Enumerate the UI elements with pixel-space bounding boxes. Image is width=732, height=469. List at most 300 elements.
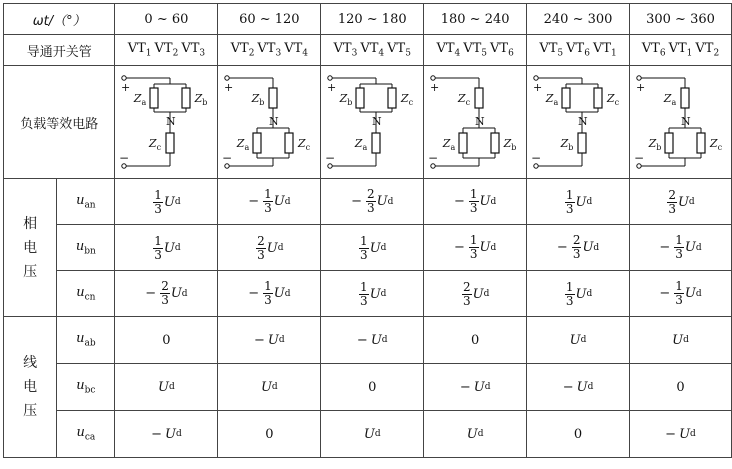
numerator: 2 (668, 187, 676, 202)
switch-name: VT (127, 41, 146, 57)
resistor (578, 133, 586, 153)
phase-voltage-u-sub: d (586, 197, 593, 207)
positive-terminal (122, 76, 126, 80)
interval-header: 240 ~ 300 (527, 4, 630, 35)
switch-index: 2 (172, 48, 179, 59)
phase-voltage-u-letter: U (575, 194, 587, 210)
numerator: 1 (565, 279, 574, 294)
phase-voltage-u (576, 195, 593, 210)
voltage-table (3, 3, 732, 458)
minus-sign: − (562, 379, 574, 395)
line-voltage-u (158, 380, 175, 395)
impedance-symbol: Z (298, 137, 306, 150)
line-row-bc (4, 364, 732, 411)
load-circuit-diagram (219, 70, 319, 174)
positive-terminal (431, 76, 435, 80)
minus-sign: − (351, 194, 362, 209)
phase-voltage-value (152, 189, 180, 216)
switch-name: VT (592, 41, 611, 57)
minus-sign: − (659, 240, 671, 255)
numerator: 2 (257, 233, 265, 248)
line-voltage-u-letter: U (466, 426, 478, 442)
line-label-bc (57, 364, 115, 411)
conduction-row (4, 35, 732, 66)
resistor (594, 88, 602, 108)
phase-voltage-cell (630, 271, 732, 317)
impedance-label (354, 137, 368, 152)
positive-terminal (534, 76, 538, 80)
denominator: 3 (668, 201, 676, 216)
line-voltage-u (467, 427, 484, 442)
fraction (469, 188, 479, 215)
fraction (674, 234, 684, 261)
fraction (263, 188, 273, 215)
positive-terminal (328, 76, 332, 80)
line-voltage-zero: 0 (368, 379, 377, 395)
impedance-phase: a (553, 98, 559, 107)
switch-index: 3 (199, 48, 206, 59)
impedance-phase: b (511, 143, 517, 152)
impedance-symbol: Z (458, 92, 466, 105)
fraction (667, 189, 677, 216)
denominator: 3 (565, 293, 574, 308)
phase-voltage-u-sub: d (695, 288, 702, 299)
line-voltage-u (261, 380, 278, 395)
impedance-symbol: Z (545, 92, 554, 105)
load-circuit-cell (630, 66, 732, 179)
phase-voltage-value (145, 280, 187, 307)
switch-label (360, 41, 385, 59)
line-voltage-u-sub: d (690, 429, 696, 439)
impedance-symbol: Z (355, 137, 363, 150)
resistor (150, 88, 158, 108)
phase-voltage-group (4, 179, 57, 317)
impedance-label (297, 137, 311, 152)
circuit-row (4, 66, 732, 179)
conduction-cell (218, 35, 321, 66)
switch-label (695, 41, 720, 59)
conduction-cell (527, 35, 630, 66)
phase-voltage-cell (527, 271, 630, 317)
line-voltage-u-letter: U (672, 332, 684, 348)
impedance-phase: b (202, 98, 208, 107)
line-voltage-cell (218, 317, 321, 364)
denominator: 3 (462, 293, 471, 308)
line-voltage-cell (321, 317, 424, 364)
phase-voltage-u (164, 241, 181, 256)
switch-name: VT (154, 41, 173, 57)
line-voltage-u-letter: U (363, 426, 375, 442)
phase-sub: cn (84, 292, 96, 303)
phase-voltage-value (358, 235, 386, 262)
minus-sign: − (151, 426, 162, 442)
line-voltage-value (357, 333, 388, 348)
phase-var: u (76, 284, 85, 300)
load-circuit-cell (115, 66, 218, 179)
denominator: 3 (257, 247, 265, 262)
line-voltage-cell (424, 317, 527, 364)
denominator: 3 (675, 293, 683, 307)
switch-name: VT (436, 41, 455, 57)
switch-name: VT (181, 41, 200, 57)
line-voltage-value (151, 427, 182, 442)
phase-voltage-u-sub: d (695, 242, 702, 253)
phase-voltage-u-letter: U (369, 240, 381, 256)
numerator: 1 (264, 279, 272, 293)
header-row (4, 4, 732, 35)
line-voltage-zero: 0 (573, 426, 583, 442)
resistor (562, 88, 570, 108)
line-voltage-cell (321, 364, 424, 411)
phase-voltage-u-letter: U (684, 286, 696, 301)
phase-voltage-u-sub: d (380, 243, 387, 253)
switch-index: 6 (508, 48, 514, 59)
impedance-symbol: Z (149, 137, 158, 150)
minus-sign: − (459, 379, 471, 395)
resistor (182, 88, 190, 108)
impedance-label (251, 92, 265, 107)
load-circuit-diagram (116, 70, 216, 174)
positive-sign: + (533, 81, 543, 94)
line-voltage-cell (115, 411, 218, 458)
phase-voltage-u-letter: U (163, 194, 175, 210)
switch-index: 1 (145, 48, 152, 59)
resistor (253, 133, 261, 153)
switch-name: VT (641, 41, 660, 57)
line-voltage-group (4, 317, 57, 458)
line-var: u (76, 425, 85, 441)
impedance-label (545, 92, 559, 107)
switch-index: 5 (405, 48, 411, 59)
switch-index: 3 (275, 48, 282, 59)
phase-var: u (75, 238, 85, 254)
impedance-phase: b (655, 143, 661, 152)
angle-header: ωt/（°） (4, 4, 115, 35)
fraction (160, 280, 170, 307)
line-voltage-value (570, 333, 587, 348)
line-var: u (76, 331, 85, 347)
impedance-symbol: Z (195, 92, 203, 105)
denominator: 3 (469, 247, 478, 261)
phase-voltage-cell (115, 225, 218, 271)
phase-voltage-value (557, 234, 599, 261)
conduction-header: 导通开关管 (4, 35, 115, 66)
switch-label (490, 41, 514, 59)
phase-voltage-u (480, 240, 497, 255)
impedance-phase: c (408, 98, 414, 107)
phase-voltage-cell (527, 225, 630, 271)
phase-voltage-u (274, 286, 291, 301)
denominator: 3 (154, 247, 162, 262)
impedance-symbol: Z (237, 137, 245, 150)
line-voltage-u-sub: d (374, 429, 381, 439)
line-voltage-u (679, 427, 696, 442)
switch-index: 4 (378, 48, 385, 59)
denominator: 3 (264, 201, 272, 215)
load-circuit-cell (424, 66, 527, 179)
switch-index: 1 (686, 48, 693, 59)
impedance-phase: a (244, 143, 250, 152)
phase-voltage-value (358, 281, 386, 308)
resistor (388, 88, 396, 108)
impedance-symbol: Z (560, 137, 569, 150)
phase-voltage-u-sub: d (277, 243, 284, 253)
phase-voltage-value (248, 188, 290, 215)
numerator: 2 (462, 279, 471, 294)
phase-voltage-u-letter: U (273, 286, 285, 301)
line-voltage-cell (115, 317, 218, 364)
line-voltage-u-letter: U (158, 379, 170, 395)
switch-label (230, 41, 255, 59)
phase-voltage-u-letter: U (266, 240, 278, 256)
phase-voltage-value (152, 235, 180, 262)
phase-label-bn (57, 225, 115, 271)
impedance-phase: c (465, 98, 471, 107)
phase-voltage-value (564, 281, 592, 308)
phase-sub: bn (84, 246, 96, 257)
phase-voltage-value (255, 235, 283, 262)
numerator: 1 (675, 279, 683, 293)
line-voltage-u-sub: d (683, 335, 689, 345)
impedance-label (606, 92, 620, 107)
phase-voltage-u-sub: d (490, 196, 497, 207)
line-voltage-u-sub: d (381, 335, 388, 345)
line-voltage-cell (218, 364, 321, 411)
line-voltage-cell (218, 411, 321, 458)
phase-voltage-cell (527, 179, 630, 225)
switch-label (333, 41, 358, 59)
switch-index: 4 (302, 48, 309, 59)
phase-voltage-cell (321, 225, 424, 271)
impedance-phase: a (450, 143, 456, 152)
phase-label-cn (57, 271, 115, 317)
phase-voltage-cell (115, 271, 218, 317)
line-var: u (76, 378, 85, 394)
line-voltage-u-sub: d (175, 429, 182, 439)
fraction (572, 234, 582, 261)
interval-header: 300 ~ 360 (630, 4, 732, 35)
impedance-label (662, 92, 676, 107)
impedance-label (400, 92, 414, 107)
numerator: 1 (264, 187, 272, 201)
switch-index: 6 (584, 48, 590, 59)
conduction-cell (424, 35, 527, 66)
load-header: 负载等效电路 (4, 66, 115, 179)
neutral-label: N (475, 115, 485, 128)
switch-index: 5 (481, 48, 488, 59)
load-circuit-cell (321, 66, 424, 179)
line-voltage-u-sub: d (580, 335, 587, 345)
phase-voltage-u-letter: U (163, 240, 175, 256)
line-voltage-u-letter: U (165, 426, 176, 442)
neutral-label: N (578, 115, 588, 128)
positive-terminal (225, 76, 229, 80)
phase-voltage-u-letter: U (376, 194, 388, 209)
impedance-label (442, 137, 456, 152)
numerator: 1 (469, 187, 478, 201)
phase-voltage-u-sub: d (174, 243, 181, 253)
numerator: 1 (154, 187, 162, 202)
phase-voltage-u-letter: U (575, 286, 587, 302)
line-voltage-u (364, 427, 381, 442)
interval-header: 60 ~ 120 (218, 4, 321, 35)
denominator: 3 (565, 201, 574, 216)
phase-voltage-u-letter: U (479, 240, 491, 255)
switch-label (154, 41, 179, 59)
interval-header: 0 ~ 60 (115, 4, 218, 35)
impedance-symbol: Z (606, 92, 615, 105)
line-voltage-u-letter: U (569, 332, 581, 348)
conduction-cell (630, 35, 732, 66)
phase-sub: an (84, 200, 96, 211)
impedance-symbol: Z (503, 137, 512, 150)
fraction (674, 280, 684, 307)
phase-voltage-u (685, 240, 702, 255)
phase-voltage-cell (218, 271, 321, 317)
resistor (665, 133, 673, 153)
switch-label (127, 41, 152, 59)
line-voltage-u-letter: U (473, 379, 485, 395)
fraction (359, 281, 369, 308)
minus-sign: − (356, 332, 368, 348)
switch-label (641, 41, 666, 59)
phase-voltage-u (370, 241, 387, 256)
neutral-label: N (269, 115, 279, 128)
line-voltage-cell (527, 364, 630, 411)
phase-voltage-cell (321, 271, 424, 317)
line-voltage-u (165, 427, 182, 442)
impedance-symbol: Z (339, 92, 348, 105)
phase-voltage-cell (218, 225, 321, 271)
impedance-symbol: Z (663, 92, 671, 105)
line-group-label: 线电压 (23, 355, 38, 419)
numerator: 1 (360, 279, 368, 294)
conduction-cell (115, 35, 218, 66)
switch-name: VT (539, 41, 558, 57)
switch-name: VT (284, 41, 303, 57)
switch-name: VT (463, 41, 482, 57)
line-voltage-value (672, 333, 689, 348)
phase-voltage-u-letter: U (677, 194, 689, 210)
denominator: 3 (161, 293, 169, 307)
positive-sign: + (635, 81, 645, 94)
denominator: 3 (360, 247, 368, 262)
line-voltage-u (577, 380, 594, 395)
phase-voltage-u (576, 287, 593, 302)
resistor (459, 133, 467, 153)
phase-voltage-u-letter: U (479, 194, 491, 209)
phase-voltage-cell (424, 271, 527, 317)
line-voltage-zero: 0 (471, 332, 480, 348)
switch-label (463, 41, 488, 59)
phase-voltage-u (480, 194, 497, 209)
impedance-phase: c (305, 143, 311, 152)
switch-label (387, 41, 411, 59)
impedance-label (647, 137, 661, 152)
switch-label (257, 41, 282, 59)
phase-voltage-cell (218, 179, 321, 225)
line-sub: ab (84, 338, 96, 349)
switch-index: 2 (713, 48, 720, 59)
line-voltage-u-letter: U (370, 332, 382, 348)
line-sub: ca (84, 432, 96, 443)
numerator: 2 (367, 187, 375, 201)
switch-label (668, 41, 693, 59)
switch-name: VT (668, 41, 687, 57)
phase-voltage-u (274, 194, 291, 209)
switch-label (284, 41, 309, 59)
minus-sign: − (145, 286, 157, 301)
phase-voltage-u-sub: d (380, 289, 387, 299)
impedance-label (148, 137, 162, 152)
line-voltage-value (467, 427, 484, 442)
resistor (697, 133, 705, 153)
impedance-phase: a (670, 98, 676, 107)
phase-voltage-u-letter: U (582, 240, 594, 255)
neutral-label: N (680, 115, 691, 128)
phase-voltage-value (248, 280, 290, 307)
neutral-label: N (372, 115, 382, 128)
phase-voltage-u (678, 195, 695, 210)
denominator: 3 (367, 201, 375, 215)
minus-sign: − (454, 194, 465, 209)
resistor (285, 133, 293, 153)
impedance-phase: b (259, 98, 265, 107)
line-voltage-u-letter: U (260, 379, 272, 395)
phase-voltage-u (171, 286, 188, 301)
resistor (372, 133, 380, 153)
negative-sign: − (119, 151, 130, 165)
resistor (491, 133, 499, 153)
phase-voltage-u-letter: U (684, 240, 696, 255)
numerator: 1 (565, 187, 574, 202)
switch-name: VT (230, 41, 249, 57)
phase-voltage-u-sub: d (284, 196, 291, 207)
neutral-label: N (166, 115, 177, 128)
resistor (681, 88, 689, 108)
switch-name: VT (257, 41, 276, 57)
conduction-cell (321, 35, 424, 66)
fraction (153, 235, 163, 262)
phase-voltage-u (370, 287, 387, 302)
phase-voltage-value (461, 281, 489, 308)
switch-name: VT (695, 41, 714, 57)
switch-name: VT (333, 41, 352, 57)
numerator: 1 (360, 233, 368, 248)
switch-index: 6 (659, 48, 666, 59)
line-voltage-cell (527, 317, 630, 364)
phase-voltage-value (351, 188, 393, 215)
phase-voltage-value (659, 280, 701, 307)
impedance-label (457, 92, 471, 107)
line-voltage-u-sub: d (484, 382, 491, 392)
impedance-phase: c (157, 143, 162, 152)
numerator: 1 (469, 233, 478, 247)
phase-voltage-u (164, 195, 181, 210)
line-voltage-value (254, 333, 285, 348)
switch-label (181, 41, 206, 59)
line-voltage-value (158, 380, 175, 395)
line-voltage-value (563, 380, 594, 395)
numerator: 2 (161, 279, 169, 293)
line-voltage-u-sub: d (477, 429, 484, 439)
line-voltage-cell (115, 364, 218, 411)
line-voltage-u (268, 333, 285, 348)
impedance-label (194, 92, 208, 107)
phase-voltage-cell (630, 179, 732, 225)
switch-name: VT (566, 41, 585, 57)
line-voltage-u (672, 333, 689, 348)
